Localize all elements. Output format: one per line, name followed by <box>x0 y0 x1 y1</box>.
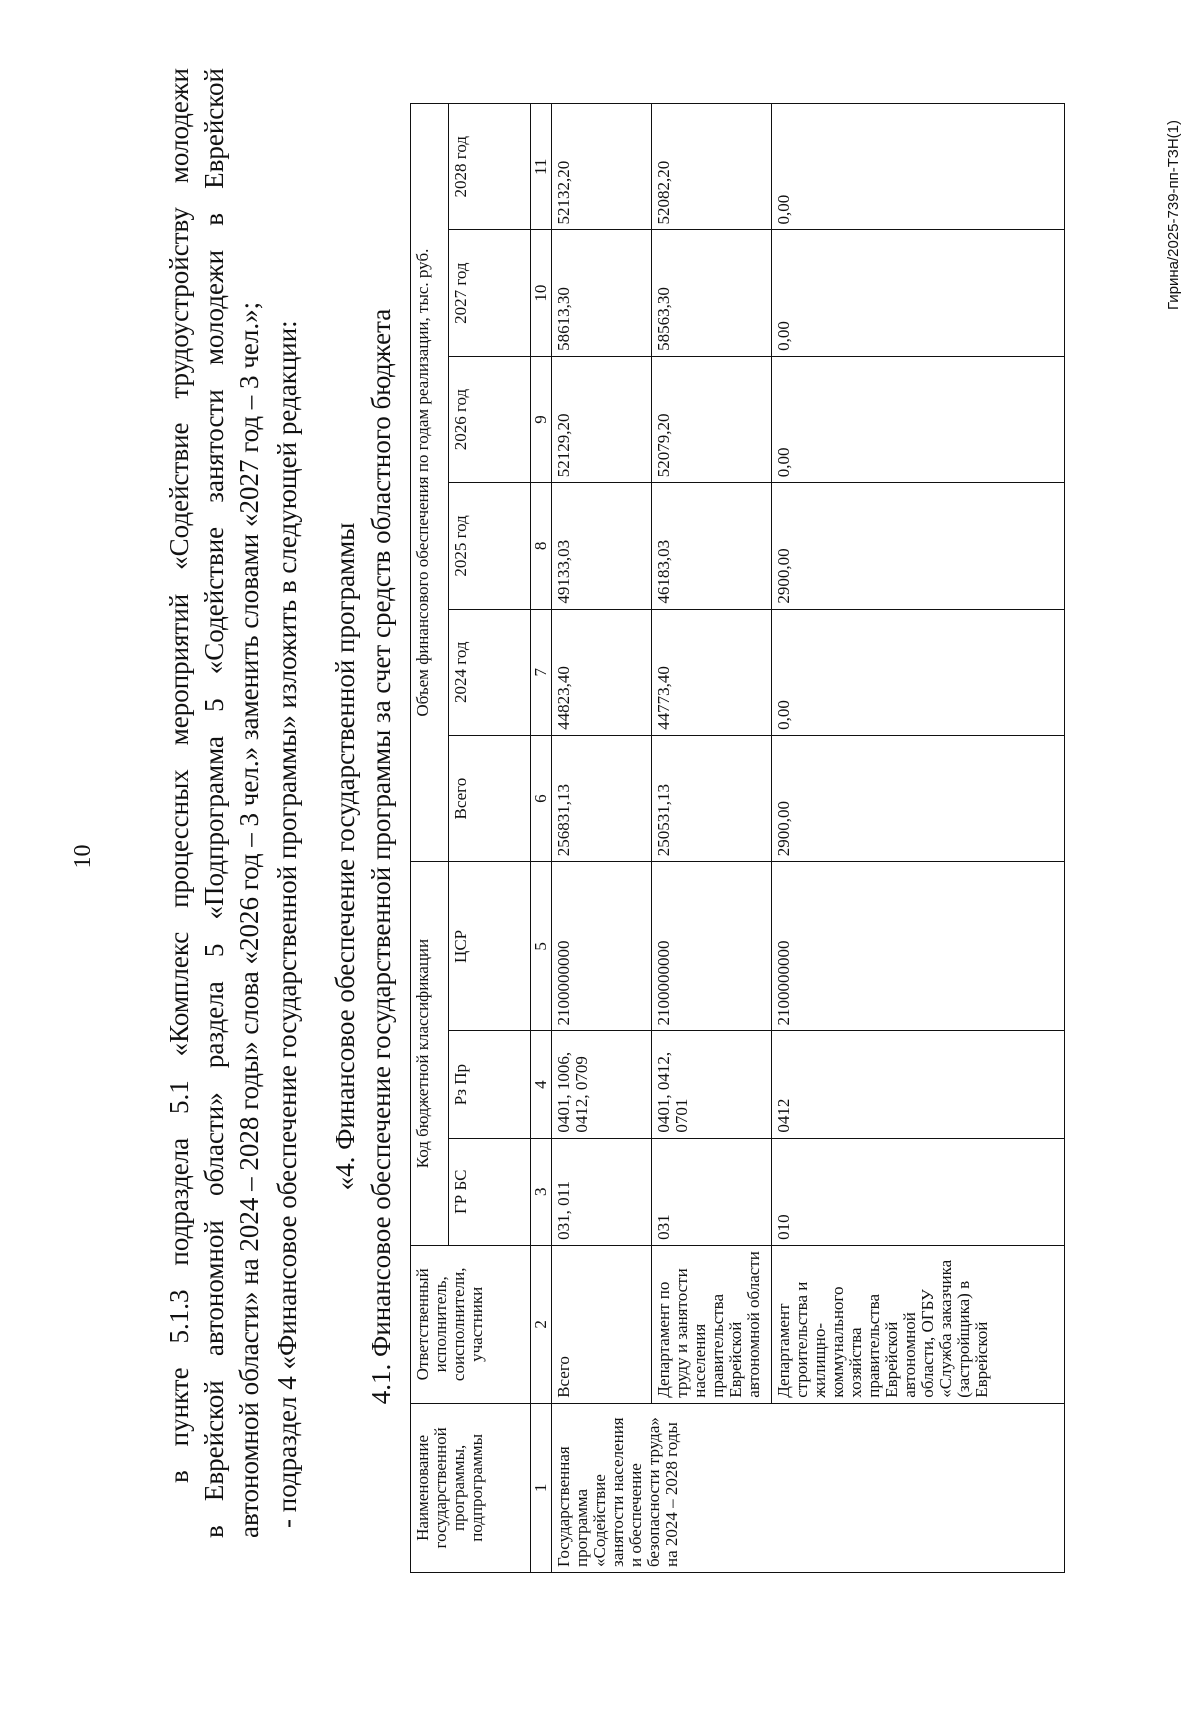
executor-cell: Департамент строительства и жилищно-коммунального хозяйства правительства Еврейской автономной области, ОГБУ «Служба заказчика (застройщика) в Еврейской <box>772 1245 1065 1403</box>
document-footer: Гирина/2025-739-пп-ТЗН(1) <box>1165 120 1182 311</box>
table-row <box>652 104 772 1573</box>
total-cell: 2900,00 <box>772 735 1065 861</box>
header-2028: 2028 год <box>449 104 531 230</box>
header-total: Всего <box>449 735 531 861</box>
y2028-cell: 0,00 <box>772 104 1065 230</box>
column-number: 4 <box>531 1031 552 1138</box>
column-number: 11 <box>531 104 552 230</box>
column-number: 3 <box>531 1138 552 1245</box>
y2028-cell: 52132,20 <box>552 104 652 230</box>
header-code-group: Код бюджетной классификации <box>411 862 449 1246</box>
y2027-cell: 58563,30 <box>652 230 772 356</box>
y2028-cell: 52082,20 <box>652 104 772 230</box>
y2026-cell: 52129,20 <box>552 356 652 482</box>
executor-cell: Всего <box>552 1245 652 1403</box>
y2027-cell: 58613,30 <box>552 230 652 356</box>
table-row <box>552 104 652 1573</box>
section-heading: «4. Финансовое обеспечение государственной программы <box>330 522 360 1191</box>
column-number: 2 <box>531 1245 552 1403</box>
intro-line: автономной области» на 2024 – 2028 годы» слова «2026 год – 3 чел.» заменить словами «2027 год – 3 чел.»; <box>234 301 264 1538</box>
header-2024: 2024 год <box>449 609 531 735</box>
y2027-cell: 0,00 <box>772 230 1065 356</box>
column-number: 7 <box>531 609 552 735</box>
column-number: 6 <box>531 735 552 861</box>
header-2027: 2027 год <box>449 230 531 356</box>
intro-line: в пункте 5.1.3 подраздела 5.1 «Комплекс процессных мероприятий «Содействие трудоустройству молодежи <box>164 68 194 1483</box>
y2024-cell: 44773,40 <box>652 609 772 735</box>
rzpr-cell: 0401, 0412, 0701 <box>652 1031 772 1138</box>
total-cell: 250531,13 <box>652 735 772 861</box>
header-2025: 2025 год <box>449 483 531 609</box>
column-number: 8 <box>531 483 552 609</box>
header-csr: ЦСР <box>449 862 531 1031</box>
rzpr-cell: 0412 <box>772 1031 1065 1138</box>
column-number: 1 <box>531 1403 552 1572</box>
header-volume-group: Объем финансового обеспечения по годам реализации, тыс. руб. <box>411 104 449 862</box>
subsection-heading: 4.1. Финансовое обеспечение государственной программы за счет средств областного бюджета <box>366 308 396 1405</box>
page-number: 10 <box>70 844 96 869</box>
y2024-cell: 0,00 <box>772 609 1065 735</box>
executor-cell: Департамент по труду и занятости населения правительства Еврейской автономной области <box>652 1245 772 1403</box>
program-name-cell: Государственная программа «Содействие занятости населения и обеспечение безопасности труда» на 2024 – 2028 годы <box>552 1403 1065 1572</box>
csr-cell: 2100000000 <box>552 862 652 1031</box>
amendment-line: - подраздел 4 «Финансовое обеспечение государственной программы» изложить в следующей редакции: <box>272 320 302 1528</box>
csr-cell: 2100000000 <box>772 862 1065 1031</box>
grbs-cell: 031, 011 <box>552 1138 652 1245</box>
header-grbs: ГР БС <box>449 1138 531 1245</box>
header-rzpr: Рз Пр <box>449 1031 531 1138</box>
header-name: Наименование государственной программы, подпрограммы <box>411 1403 531 1572</box>
header-2026: 2026 год <box>449 356 531 482</box>
y2025-cell: 46183,03 <box>652 483 772 609</box>
y2024-cell: 44823,40 <box>552 609 652 735</box>
y2026-cell: 0,00 <box>772 356 1065 482</box>
column-number: 10 <box>531 230 552 356</box>
y2026-cell: 52079,20 <box>652 356 772 482</box>
grbs-cell: 031 <box>652 1138 772 1245</box>
grbs-cell: 010 <box>772 1138 1065 1245</box>
column-number: 5 <box>531 862 552 1031</box>
header-executor: Ответственный исполнитель, соисполнители, участники <box>411 1245 531 1403</box>
column-number: 9 <box>531 356 552 482</box>
table-row <box>772 104 1065 1573</box>
total-cell: 256831,13 <box>552 735 652 861</box>
intro-paragraph <box>162 68 267 1538</box>
y2025-cell: 2900,00 <box>772 483 1065 609</box>
rzpr-cell: 0401, 1006, 0412, 0709 <box>552 1031 652 1138</box>
financing-table <box>410 103 1065 1573</box>
csr-cell: 2100000000 <box>652 862 772 1031</box>
intro-line: в Еврейской автономной области» раздела 5 «Подпрограмма 5 «Содействие занятости молодежи в Еврейской <box>199 68 229 1538</box>
amendment-paragraph <box>270 58 305 1528</box>
y2025-cell: 49133,03 <box>552 483 652 609</box>
column-number-row <box>531 104 552 1573</box>
